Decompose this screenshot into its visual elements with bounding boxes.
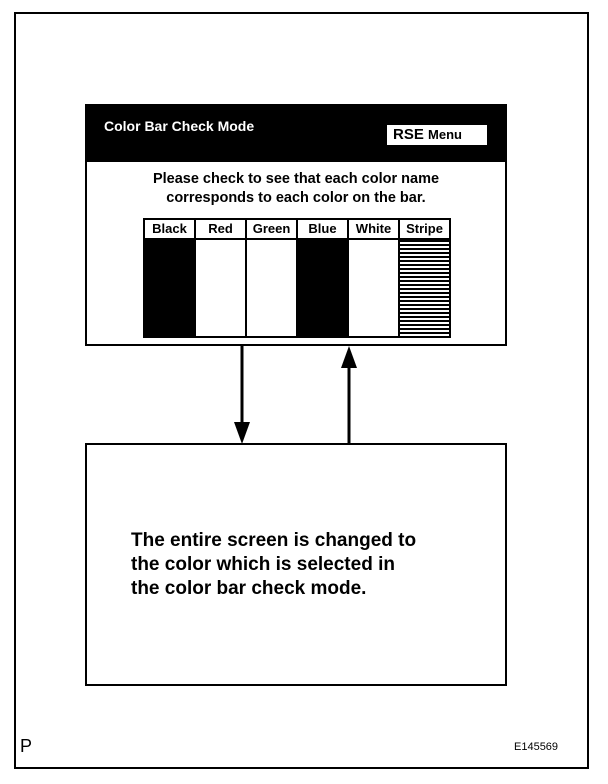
color-bar-label: Green — [247, 220, 296, 240]
color-bar-label: Stripe — [400, 220, 449, 240]
screen-title: Color Bar Check Mode — [104, 118, 255, 134]
rse-label: RSE — [393, 126, 424, 143]
figure-code: E145569 — [514, 741, 559, 753]
full-color-screen — [85, 443, 507, 686]
color-bar-label: Black — [145, 220, 194, 240]
down-arrow-icon — [234, 346, 250, 444]
instruction-line: corresponds to each color on the bar. — [166, 190, 426, 206]
instruction-line: Please check to see that each color name — [152, 171, 440, 187]
message-line: the color which is selected in — [131, 554, 395, 575]
screen-message — [131, 529, 416, 601]
color-bar-label: Blue — [298, 220, 347, 240]
message-line: the color bar check mode. — [131, 578, 367, 599]
menu-label: Menu — [428, 127, 462, 142]
message-line: The entire screen is changed to — [131, 530, 417, 551]
color-bar-label: White — [349, 220, 398, 240]
corner-letter: P — [20, 736, 33, 756]
up-arrow-icon — [341, 346, 357, 443]
color-bar-label: Red — [196, 220, 245, 240]
